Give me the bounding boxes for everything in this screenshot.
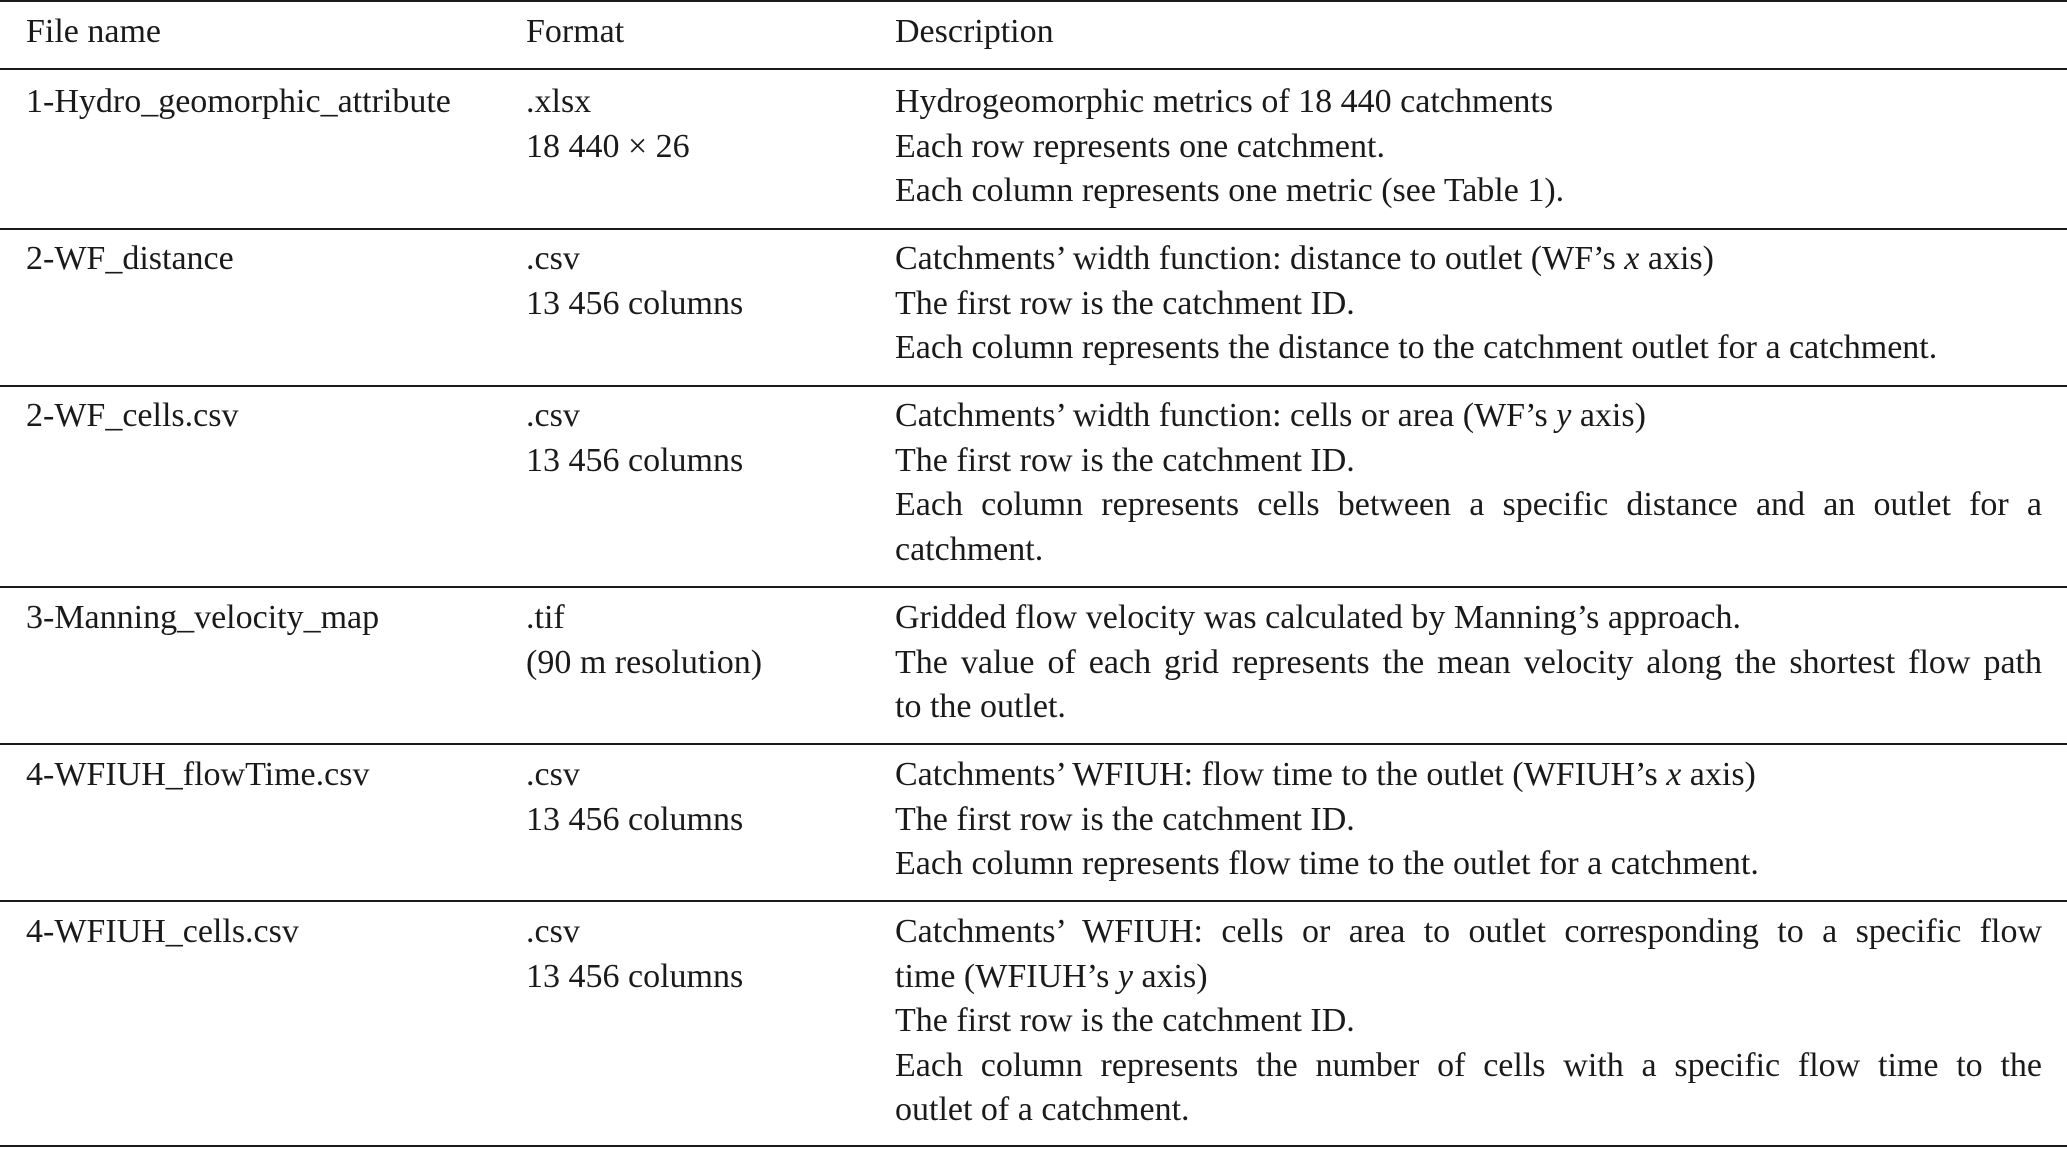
format-line: (90 m resolution) [526,643,763,681]
axis-letter: y [1117,957,1133,995]
table-row-file-name: 4-WFIUH_flowTime.csv [26,756,370,793]
description-line: Each column represents the number of cells with a specific flow time to the [895,1046,2042,1084]
description-line: The first row is the catchment ID. [895,1002,1355,1039]
row-rule [0,743,2067,745]
table-row-format [526,394,743,483]
table-row-file-name: 2-WF_distance [26,240,234,277]
description-line: The first row is the catchment ID. [895,441,1355,479]
table-row-file-name: 4-WFIUH_cells.csv [26,913,299,950]
table-row-file-name: 2-WF_cells.csv [26,397,239,434]
description-line: Each column represents one metric (see Table 1). [895,172,1565,209]
table-top-rule [0,0,2067,2]
table-row-description [895,394,2042,572]
header-format: Format [526,13,625,50]
table-row-description [895,753,2042,887]
format-line: .csv [526,756,580,793]
format-line: .csv [526,913,580,950]
table-row-format [526,80,690,169]
description-line: The value of each grid represents the mean velocity along the shortest flow path [895,643,2042,681]
header-file-name: File name [26,13,162,50]
format-line: 13 456 columns [526,441,744,479]
table-row-description [895,910,2042,1133]
header-rule [0,68,2067,70]
table-row-file-name: 1-Hydro_geomorphic_attribute [26,83,451,120]
description-line: Catchments’ WFIUH: flow time to the outlet (WFIUH’s x axis) [895,756,1756,793]
description-line: Each column represents flow time to the outlet for a catchment. [895,845,1759,882]
description-line: Gridded flow velocity was calculated by Manning’s approach. [895,599,1741,636]
format-line: 13 456 columns [526,284,744,322]
axis-letter: x [1624,240,1640,277]
format-line: 13 456 columns [526,957,744,995]
row-rule [0,385,2067,387]
format-line: 13 456 columns [526,800,744,838]
row-rule [0,900,2067,902]
description-line: The first row is the catchment ID. [895,284,1355,322]
format-line: .tif [526,599,565,636]
description-line: Each row represents one catchment. [895,127,1385,165]
table-row-file-name: 3-Manning_velocity_map [26,599,380,636]
description-line: Each column represents cells between a specific distance and an outlet for a [895,486,2042,523]
table-row-format [526,910,743,999]
table-bottom-rule [0,1145,2067,1147]
table-row-format [526,237,743,326]
description-line: The first row is the catchment ID. [895,800,1355,838]
row-rule [0,586,2067,588]
description-line: Catchments’ width function: distance to outlet (WF’s x axis) [895,240,1714,277]
table-row-format [526,753,743,842]
format-line: 18 440 × 26 [526,127,690,165]
format-line: .csv [526,240,580,277]
table-row-description [895,596,2042,730]
axis-letter: y [1556,397,1572,434]
format-line: .xlsx [526,83,592,120]
description-line: time (WFIUH’s y axis) [895,957,1208,995]
format-line: .csv [526,397,580,434]
description-line: catchment. [895,530,1044,568]
axis-letter: x [1666,756,1682,793]
table-row-format [526,596,762,685]
table-row-description [895,80,2042,214]
description-line: Catchments’ WFIUH: cells or area to outlet corresponding to a specific flow [895,913,2042,950]
description-line: Each column represents the distance to the catchment outlet for a catchment. [895,329,1938,366]
row-rule [0,228,2067,230]
description-line: outlet of a catchment. [895,1091,1190,1128]
table-row-description [895,237,2042,371]
description-line: to the outlet. [895,688,1066,725]
description-line: Hydrogeomorphic metrics of 18 440 catchments [895,83,1554,120]
header-description: Description [895,13,1054,50]
description-line: Catchments’ width function: cells or area (WF’s y axis) [895,397,1646,434]
